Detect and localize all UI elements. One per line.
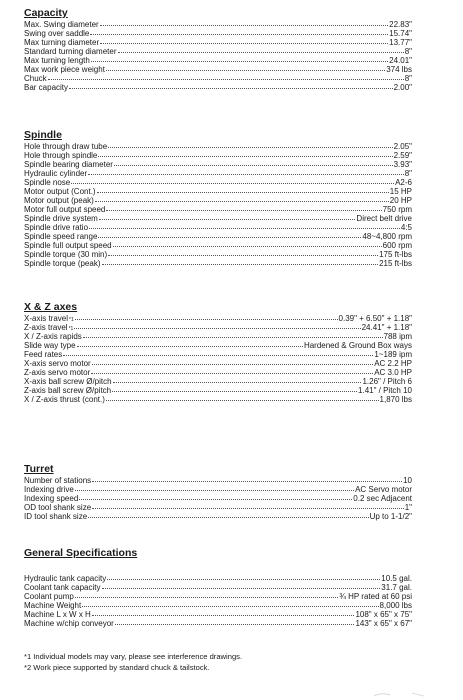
spec-value: 13.77" [389, 38, 412, 47]
spec-label: Indexing drive [24, 485, 74, 494]
spec-value: 1.26" / Pitch 6 [362, 377, 412, 386]
dot-leader [82, 601, 378, 607]
dot-leader [99, 214, 356, 220]
spec-label: Spindle drive ratio [24, 223, 89, 232]
spec-value: 15 HP [389, 187, 412, 196]
spec-row [24, 610, 412, 619]
spec-row [24, 601, 412, 610]
dot-leader [115, 619, 355, 625]
spec-row [24, 241, 412, 250]
spec-value: 750 rpm [382, 205, 412, 214]
spec-label: X-axis servo motor [24, 359, 91, 368]
spec-label: Hydraulic tank capacity [24, 574, 107, 583]
dot-leader [114, 160, 393, 166]
spec-value: 215 ft-lbs [379, 259, 412, 268]
spec-label: Number of stations [24, 476, 92, 485]
turret-section [24, 462, 412, 521]
spec-row [24, 592, 412, 601]
spec-label: Max turning diameter [24, 38, 100, 47]
spec-row [24, 65, 412, 74]
dot-leader [97, 187, 389, 193]
footnote-ref: *1 [68, 326, 74, 332]
spec-value: 0.39" + 6.50" + 1.18" [338, 314, 412, 323]
spec-value: 31.7 gal. [381, 583, 412, 592]
spec-value: 374 lbs [386, 65, 412, 74]
spec-row [24, 494, 412, 503]
general-rows [24, 574, 412, 628]
dot-leader [83, 332, 383, 338]
dot-leader [89, 223, 400, 229]
spec-value: 175 ft-lbs [379, 250, 412, 259]
spec-label: Feed rates [24, 350, 63, 359]
dot-leader [113, 241, 382, 247]
spec-value: 48~4,800 rpm [362, 232, 412, 241]
dot-leader [69, 83, 393, 89]
spec-row [24, 476, 412, 485]
spec-row [24, 377, 412, 386]
turret-rows [24, 476, 412, 521]
dot-leader [91, 368, 373, 374]
dot-leader [88, 512, 368, 518]
dot-leader [102, 259, 379, 265]
dot-leader [88, 169, 404, 175]
spec-row [24, 223, 412, 232]
dot-leader [75, 485, 354, 491]
capacity-heading: Capacity [24, 7, 68, 19]
spec-label: Chuck [24, 74, 47, 83]
spec-value: 2.59" [393, 151, 412, 160]
spec-value: ¾ HP rated at 60 psi [339, 592, 412, 601]
spec-label: Bar capacity [24, 83, 69, 92]
spec-row [24, 29, 412, 38]
dot-leader [75, 314, 338, 320]
spec-label: Spindle nose [24, 178, 71, 187]
spec-value: 10.5 gal. [381, 574, 412, 583]
dot-leader [118, 47, 404, 53]
dot-leader [48, 74, 404, 80]
spec-label: Swing over saddle [24, 29, 90, 38]
dot-leader [108, 142, 392, 148]
spec-label: X / Z-axis thrust (cont.) [24, 395, 105, 404]
spec-label: Max. Swing diameter [24, 20, 99, 29]
spec-label: Slide way type [24, 341, 76, 350]
spec-value: 1,870 lbs [379, 395, 412, 404]
spec-row [24, 259, 412, 268]
spec-row [24, 83, 412, 92]
spec-label: Standard turning diameter [24, 47, 117, 56]
spec-value: 15.74" [389, 29, 412, 38]
spec-label: Spindle drive system [24, 214, 98, 223]
scan-mark-decoration [372, 690, 432, 698]
dot-leader [79, 494, 352, 500]
dot-leader [100, 38, 388, 44]
spec-label: Spindle speed range [24, 232, 98, 241]
spec-label: Motor output (peak) [24, 196, 94, 205]
spec-label: Max turning length [24, 56, 90, 65]
spec-value: AC Servo motor [355, 485, 412, 494]
spec-row [24, 485, 412, 494]
spec-value: 22.83" [389, 20, 412, 29]
footnote-2: *2 Work piece supported by standard chuck & tailstock. [24, 663, 210, 672]
spec-value: 3.93" [393, 160, 412, 169]
turret-heading: Turret [24, 463, 54, 475]
spec-value: 0.2 sec Adjacent [353, 494, 412, 503]
spec-row [24, 314, 412, 323]
spec-value: 24.01" [389, 56, 412, 65]
spec-value: 8" [404, 74, 412, 83]
spec-label: Motor output (Cont.) [24, 187, 96, 196]
spec-row [24, 583, 412, 592]
dot-leader [112, 386, 357, 392]
dot-leader [100, 20, 388, 26]
spec-row [24, 160, 412, 169]
spec-row [24, 512, 412, 521]
spec-row [24, 169, 412, 178]
spec-value: 8" [404, 47, 412, 56]
spec-value: 8,000 lbs [379, 601, 412, 610]
footnote-ref: *1 [69, 317, 74, 323]
dot-leader [95, 196, 389, 202]
spec-row [24, 395, 412, 404]
spec-row [24, 196, 412, 205]
dot-leader [75, 592, 338, 598]
spec-row [24, 47, 412, 56]
spec-value: 788 ipm [383, 332, 412, 341]
dot-leader [106, 65, 385, 71]
spec-label: Coolant pump [24, 592, 74, 601]
spec-row [24, 205, 412, 214]
spec-value: Hardened & Ground Box ways [303, 341, 412, 350]
spec-row [24, 74, 412, 83]
dot-leader [63, 350, 373, 356]
spec-label: Spindle torque (30 min) [24, 250, 108, 259]
spec-row [24, 178, 412, 187]
xz-axes-heading: X & Z axes [24, 301, 78, 313]
spec-value: 108" x 65" x 75" [355, 610, 412, 619]
dot-leader [92, 359, 374, 365]
dot-leader [92, 503, 404, 509]
spec-value: 1" [404, 503, 412, 512]
spec-value: Up to 1-1/2" [369, 512, 412, 521]
spec-value: AC 2.2 HP [374, 359, 412, 368]
spec-label: Hydraulic cylinder [24, 169, 88, 178]
spindle-section [24, 128, 412, 268]
spec-row [24, 359, 412, 368]
dot-leader [98, 151, 392, 157]
spec-label: Spindle full output speed [24, 241, 112, 250]
spec-row [24, 56, 412, 65]
spec-row [24, 350, 412, 359]
spec-value: 8" [404, 169, 412, 178]
spec-label: Hole through draw tube [24, 142, 108, 151]
spec-row [24, 187, 412, 196]
spec-row [24, 341, 412, 350]
spec-value: 600 rpm [382, 241, 412, 250]
spec-row [24, 574, 412, 583]
spec-row [24, 232, 412, 241]
dot-leader [91, 56, 388, 62]
capacity-section [24, 6, 412, 92]
spec-row [24, 332, 412, 341]
spec-label: Machine Weight [24, 601, 82, 610]
dot-leader [102, 583, 381, 589]
spec-label: Spindle torque (peak) [24, 259, 101, 268]
spec-value: 24.41" + 1.18" [361, 323, 412, 332]
spec-label: Indexing speed [24, 494, 79, 503]
spec-value: 143" x 65" x 67" [355, 619, 412, 628]
spec-value: 1.41" / Pitch 10 [358, 386, 412, 395]
spec-label: X-axis ball screw Ø/pitch [24, 377, 112, 386]
dot-leader [92, 476, 402, 482]
spec-label: Coolant tank capacity [24, 583, 101, 592]
spec-label: X-axis travel [24, 314, 69, 323]
xz-axes-section [24, 300, 412, 404]
spec-label: Machine w/chip conveyor [24, 619, 114, 628]
spec-row [24, 20, 412, 29]
dot-leader [71, 178, 394, 184]
spec-value: 2.00" [393, 83, 412, 92]
dot-leader [113, 377, 362, 383]
spec-value: 10 [403, 476, 412, 485]
dot-leader [108, 250, 378, 256]
spec-value: 2.05" [393, 142, 412, 151]
spec-row [24, 250, 412, 259]
dot-leader [77, 341, 303, 347]
dot-leader [98, 232, 361, 238]
dot-leader [74, 323, 360, 329]
spindle-heading: Spindle [24, 129, 62, 141]
general-heading: General Specifications [24, 547, 138, 559]
spec-label: Z-axis travel [24, 323, 68, 332]
dot-leader [106, 395, 379, 401]
dot-leader [107, 574, 380, 580]
spec-value: 20 HP [389, 196, 412, 205]
spec-row [24, 386, 412, 395]
spec-label: Z-axis servo motor [24, 368, 91, 377]
spec-value: AC 3.0 HP [374, 368, 412, 377]
spec-row [24, 503, 412, 512]
spec-label: Max work piece weight [24, 65, 105, 74]
spec-row [24, 151, 412, 160]
spec-value: 4:5 [400, 223, 412, 232]
xz-axes-rows [24, 314, 412, 404]
spec-row [24, 619, 412, 628]
spec-value: Direct belt drive [356, 214, 412, 223]
spec-label: Motor full output speed [24, 205, 106, 214]
spec-label: ID tool shank size [24, 512, 88, 521]
spec-row [24, 142, 412, 151]
general-section [24, 546, 412, 628]
spec-label: Hole through spindle [24, 151, 98, 160]
spec-row [24, 323, 412, 332]
spec-value: 1~189 ipm [374, 350, 412, 359]
spec-row [24, 214, 412, 223]
spec-label: OD tool shank size [24, 503, 92, 512]
spindle-rows [24, 142, 412, 268]
footnote-1: *1 Individual models may vary, please see interference drawings. [24, 652, 243, 661]
capacity-rows [24, 20, 412, 92]
spec-label: Spindle bearing diameter [24, 160, 113, 169]
spec-label: Z-axis ball screw Ø/pitch [24, 386, 112, 395]
spec-label: Machine L x W x H [24, 610, 91, 619]
spec-label: X / Z-axis rapids [24, 332, 82, 341]
dot-leader [90, 29, 388, 35]
spec-row [24, 38, 412, 47]
spec-row [24, 368, 412, 377]
dot-leader [92, 610, 355, 616]
dot-leader [106, 205, 381, 211]
spec-value: A2-6 [395, 178, 412, 187]
